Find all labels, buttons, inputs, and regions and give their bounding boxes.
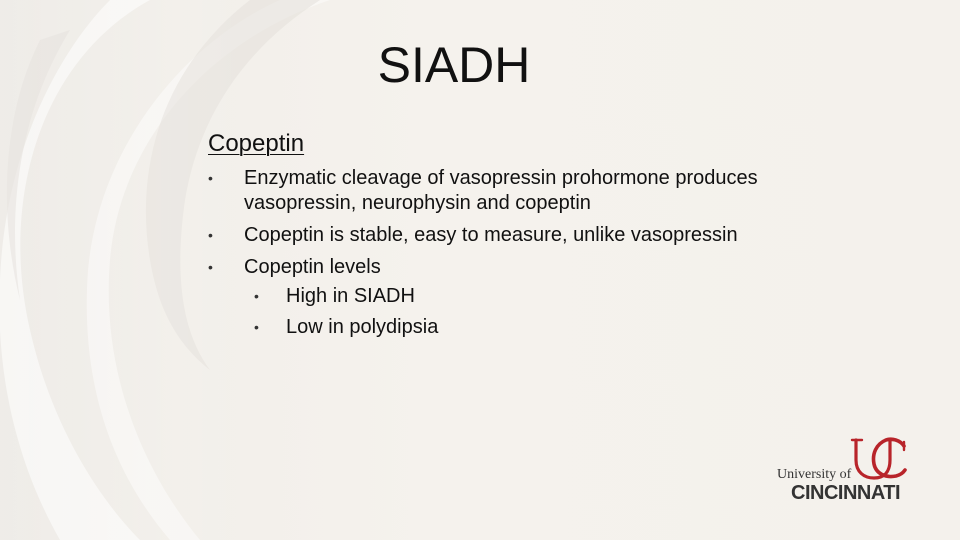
sub-bullet-list [244, 284, 768, 340]
sub-bullet-item [244, 284, 768, 309]
university-logo [774, 436, 924, 506]
bullet-dot-icon: • [208, 170, 213, 186]
bullet-dot-icon: • [208, 259, 213, 275]
bullet-item [208, 166, 768, 216]
sub-bullet-text: High in SIADH [286, 285, 415, 307]
slide-title: SIADH [377, 37, 531, 93]
bullet-list [208, 166, 768, 347]
sub-bullet-item [244, 315, 768, 340]
sub-bullet-text: Low in polydipsia [286, 316, 439, 338]
logo-university-of: University of [777, 467, 852, 482]
sub-bullet-dot-icon: • [254, 288, 259, 304]
bullet-item [208, 255, 768, 340]
uc-monogram-icon [850, 436, 908, 480]
logo-cincinnati: CINCINNATI [791, 482, 901, 504]
bullet-item [208, 223, 768, 248]
bullet-text: Enzymatic cleavage of vasopressin prohormone produces vasopressin, neurophysin and copeptin [244, 167, 758, 214]
bullet-text: Copeptin levels [244, 256, 381, 278]
section-heading: Copeptin [208, 130, 305, 157]
bullet-dot-icon: • [208, 227, 213, 243]
sub-bullet-dot-icon: • [254, 319, 259, 335]
bullet-text: Copeptin is stable, easy to measure, unlike vasopressin [244, 224, 738, 246]
